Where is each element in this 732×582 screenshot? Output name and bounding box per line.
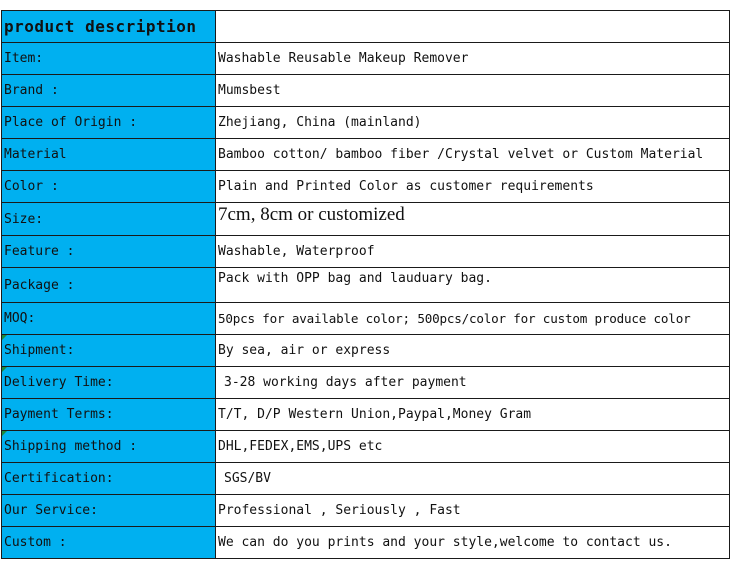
- table-row-color: [2, 171, 730, 203]
- row-value: Washable, Waterproof: [216, 236, 730, 268]
- row-value: Mumsbest: [216, 75, 730, 107]
- header-empty-cell: [216, 11, 730, 43]
- row-value: Bamboo cotton/ bamboo fiber /Crystal velvet or Custom Material: [216, 139, 730, 171]
- row-label: Material: [2, 139, 216, 171]
- table-row-size: [2, 203, 730, 236]
- table-title: product description: [2, 11, 216, 43]
- row-label-with-marker: [2, 431, 216, 463]
- row-label: Payment Terms:: [2, 399, 216, 431]
- row-label: Color :: [2, 171, 216, 203]
- table-row-shipment: [2, 335, 730, 367]
- row-label: Package :: [2, 268, 216, 303]
- table-row-our-service: [2, 495, 730, 527]
- table-row-payment-terms: [2, 399, 730, 431]
- table-row-certification: [2, 463, 730, 495]
- row-label: Shipment:: [4, 343, 75, 358]
- row-value: Pack with OPP bag and lauduary bag.: [216, 268, 730, 303]
- row-value: SGS/BV: [216, 463, 730, 495]
- row-label: Feature :: [2, 236, 216, 268]
- table-row-shipping-method: [2, 431, 730, 463]
- row-value: Professional , Seriously , Fast: [216, 495, 730, 527]
- row-label: Custom :: [2, 527, 216, 559]
- row-value: Zhejiang, China (mainland): [216, 107, 730, 139]
- row-label: Place of Origin :: [2, 107, 216, 139]
- table-row-moq: [2, 303, 730, 335]
- table-row-delivery-time: [2, 367, 730, 399]
- row-value: 7cm, 8cm or customized: [216, 203, 730, 236]
- comment-marker: [2, 367, 7, 372]
- row-value: By sea, air or express: [216, 335, 730, 367]
- row-value: T/T, D/P Western Union,Paypal,Money Gram: [216, 399, 730, 431]
- row-label: Brand :: [2, 75, 216, 107]
- comment-marker: [2, 431, 7, 436]
- table-row-feature: [2, 236, 730, 268]
- row-label-with-marker: [2, 367, 216, 399]
- table-row-item: [2, 43, 730, 75]
- row-label: Delivery Time:: [4, 375, 114, 390]
- table-row-place-of-origin: [2, 107, 730, 139]
- table-row-package: [2, 268, 730, 303]
- product-description-table: [1, 10, 730, 559]
- row-value: DHL,FEDEX,EMS,UPS etc: [216, 431, 730, 463]
- row-value: We can do you prints and your style,welcome to contact us.: [216, 527, 730, 559]
- row-label: Size:: [2, 203, 216, 236]
- row-label: Our Service:: [2, 495, 216, 527]
- row-label: Shipping method :: [4, 439, 138, 454]
- row-label: MOQ:: [2, 303, 216, 335]
- row-label: Certification:: [2, 463, 216, 495]
- header-row: [2, 11, 730, 43]
- row-value: Plain and Printed Color as customer requirements: [216, 171, 730, 203]
- row-label-with-marker: [2, 335, 216, 367]
- row-value: Washable Reusable Makeup Remover: [216, 43, 730, 75]
- row-label: Item:: [2, 43, 216, 75]
- row-value: 3-28 working days after payment: [216, 367, 730, 399]
- row-value: 50pcs for available color; 500pcs/color for custom produce color: [216, 303, 730, 335]
- table-row-custom: [2, 527, 730, 559]
- table-row-brand: [2, 75, 730, 107]
- comment-marker: [2, 335, 7, 340]
- table-row-material: [2, 139, 730, 171]
